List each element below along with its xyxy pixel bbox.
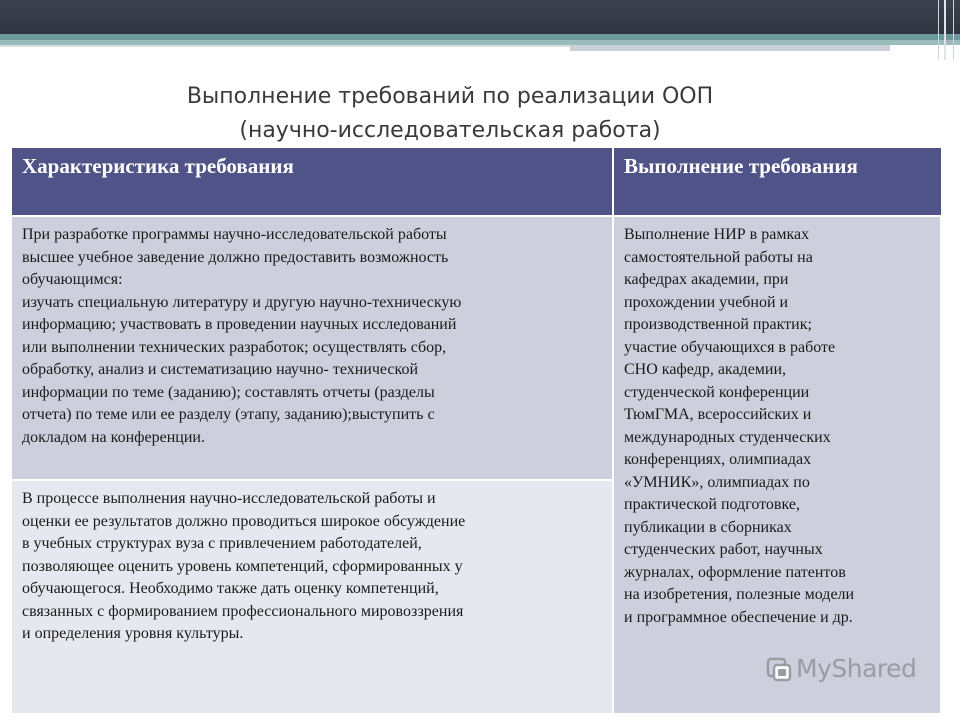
text-line: обучающегося. Необходимо также дать оценку компетенций,: [22, 580, 439, 597]
header-fulfillment: Выполнение требования: [613, 148, 941, 216]
text-line: ТюмГМА, всероссийских и: [624, 406, 812, 423]
text-line: и определения уровня культуры.: [22, 625, 244, 642]
text-line: производственной практик;: [624, 316, 812, 333]
text-line: прохождении учебной и: [624, 293, 789, 311]
header-characteristic: Характеристика требования: [12, 148, 613, 216]
text-line: высшее учебное заведение должно предоставить возможность: [22, 248, 449, 266]
top-decor-stripe: [0, 45, 570, 47]
text-line: «УМНИК», олимпиадах по: [624, 473, 810, 491]
text-line: в учебных структурах вуза с привлечением работодателей,: [22, 535, 422, 552]
text-line: СНО кафедр, академии,: [624, 361, 787, 378]
fulfillment-cell: [613, 216, 941, 713]
text-line: конференциях, олимпиадах: [624, 451, 812, 468]
watermark-text: MyShared: [796, 654, 917, 683]
myshared-logo-icon: [766, 656, 792, 682]
text-line: связанных с формированием профессионального мировоззрения: [22, 602, 464, 620]
requirements-table: [12, 148, 942, 713]
text-line: на изобретения, полезные модели: [624, 586, 855, 603]
text-line: или выполнении технических разработок; осуществлять сбор,: [22, 338, 447, 356]
slide-title-line: (научно-исследовательская работа): [239, 118, 661, 143]
text-line: и программное обеспечение и др.: [624, 608, 853, 626]
requirement-cell-1: [12, 216, 613, 480]
text-line: В процессе выполнения научно-исследовательской работы и: [22, 490, 436, 507]
text-line: оценки ее результатов должно проводиться широкое обсуждение: [22, 512, 466, 530]
myshared-watermark: [766, 654, 916, 683]
text-line: При разработке программы научно-исследовательской работы: [22, 226, 447, 243]
text-line: отчета) по теме или ее разделу (этапу, заданию);выступить с: [22, 406, 435, 423]
text-line: обработку, анализ и систематизацию научно- технической: [22, 361, 419, 378]
text-line: Выполнение НИР в рамках: [624, 226, 810, 243]
corner-decor: [938, 0, 954, 60]
top-decor-band: [0, 0, 960, 34]
table-row: [12, 216, 941, 480]
text-line: изучать специальную литературу и другую научно-техническую: [22, 293, 462, 311]
slide-title: [0, 80, 900, 148]
text-line: кафедрах академии, при: [624, 271, 789, 288]
slide-title-line: Выполнение требований по реализации ООП: [186, 84, 714, 109]
table-header-row: [12, 148, 941, 216]
requirement-cell-2: [12, 480, 613, 713]
text-line: международных студенческих: [624, 428, 831, 446]
top-decor-stripe: [570, 45, 890, 51]
text-line: информацию; участвовать в проведении научных исследований: [22, 316, 457, 333]
text-line: практической подготовке,: [624, 496, 800, 513]
text-line: информации по теме (заданию); составлять отчеты (разделы: [22, 383, 435, 401]
text-line: участие обучающихся в работе: [624, 338, 836, 356]
text-line: журналах, оформление патентов: [624, 563, 846, 581]
text-line: обучающимся:: [22, 271, 123, 288]
text-line: докладом на конференции.: [22, 428, 205, 446]
text-line: публикации в сборниках: [624, 518, 792, 536]
text-line: позволяющее оценить уровень компетенций, сформированных у: [22, 557, 463, 575]
text-line: студенческих работ, научных: [624, 541, 823, 558]
text-line: студенческой конференции: [624, 383, 810, 401]
text-line: самостоятельной работы на: [624, 248, 813, 266]
